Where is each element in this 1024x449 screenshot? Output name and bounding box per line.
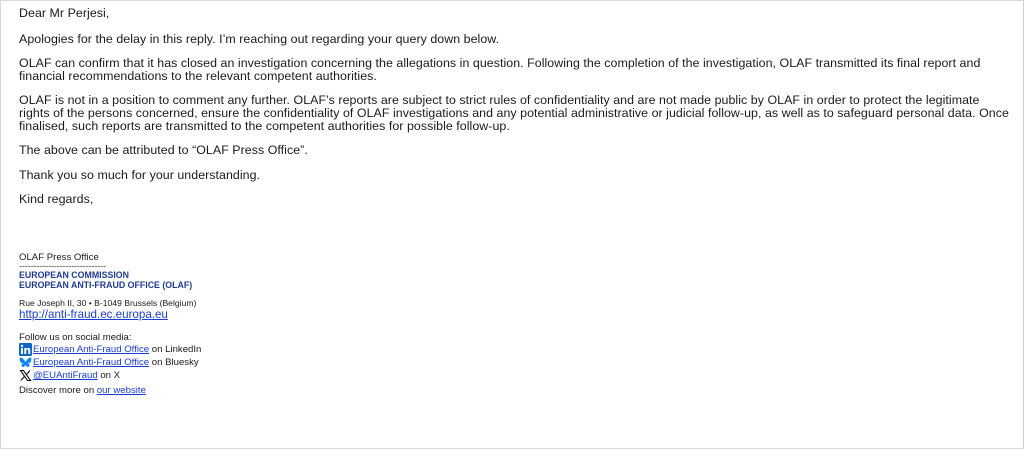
greeting: Dear Mr Perjesi, [19,6,110,20]
discover-prefix: Discover more on [19,385,97,396]
bluesky-icon[interactable] [19,356,32,369]
discover-more [19,385,619,396]
bluesky-suffix: on Bluesky [149,357,199,368]
x-icon[interactable] [19,369,32,382]
signature-address: Rue Joseph II, 30 • B-1049 Brussels (Belgium) [19,298,197,308]
x-link[interactable]: @EUAntiFraud [33,370,98,381]
follow-label: Follow us on social media: [19,332,132,343]
linkedin-icon[interactable] [19,343,32,356]
paragraph-confidentiality: OLAF is not in a position to comment any further. OLAF’s reports are subject to strict rules of confidentiality and are not made public by OLAF in order to protect the legitimate rights of the persons concerned, ensure the confidentiality of OLAF investigations and any potential administrative or judicial follow-up, as well as to safeguard personal data. Once finalised, such reports are transmitted to the competent authorities for possible follow-up. [19,93,1009,133]
signature-divider: ------------------------------ [19,261,106,272]
paragraph-attribution: The above can be attributed to “OLAF Press Office”. [19,143,308,158]
paragraph-confirmation: OLAF can confirm that it has closed an investigation concerning the allegations in question. Following the completion of the investigation, OLAF transmitted its final report and financial recommendations to the relevant competent authorities. [19,56,981,83]
email-body [19,7,1009,218]
linkedin-suffix: on LinkedIn [149,344,202,355]
our-website-link[interactable]: our website [96,385,146,396]
signature-org-commission: EUROPEAN COMMISSION [19,270,129,280]
social-row-x [19,369,619,382]
signature-office: OLAF Press Office [19,252,99,263]
bluesky-link[interactable]: European Anti-Fraud Office [33,357,150,368]
website-link[interactable]: http://anti-fraud.ec.europa.eu [19,308,168,321]
paragraph-thanks: Thank you so much for your understanding. [19,167,261,182]
signature-org-olaf: EUROPEAN ANTI-FRAUD OFFICE (OLAF) [19,280,193,290]
social-row-linkedin [19,343,619,356]
linkedin-link[interactable]: European Anti-Fraud Office [33,344,150,355]
paragraph-apology: Apologies for the delay in this reply. I’m reaching out regarding your query down below. [19,31,500,46]
closing: Kind regards, [19,192,94,207]
x-suffix: on X [97,370,121,381]
email-signature [19,252,619,396]
social-row-bluesky [19,356,619,369]
